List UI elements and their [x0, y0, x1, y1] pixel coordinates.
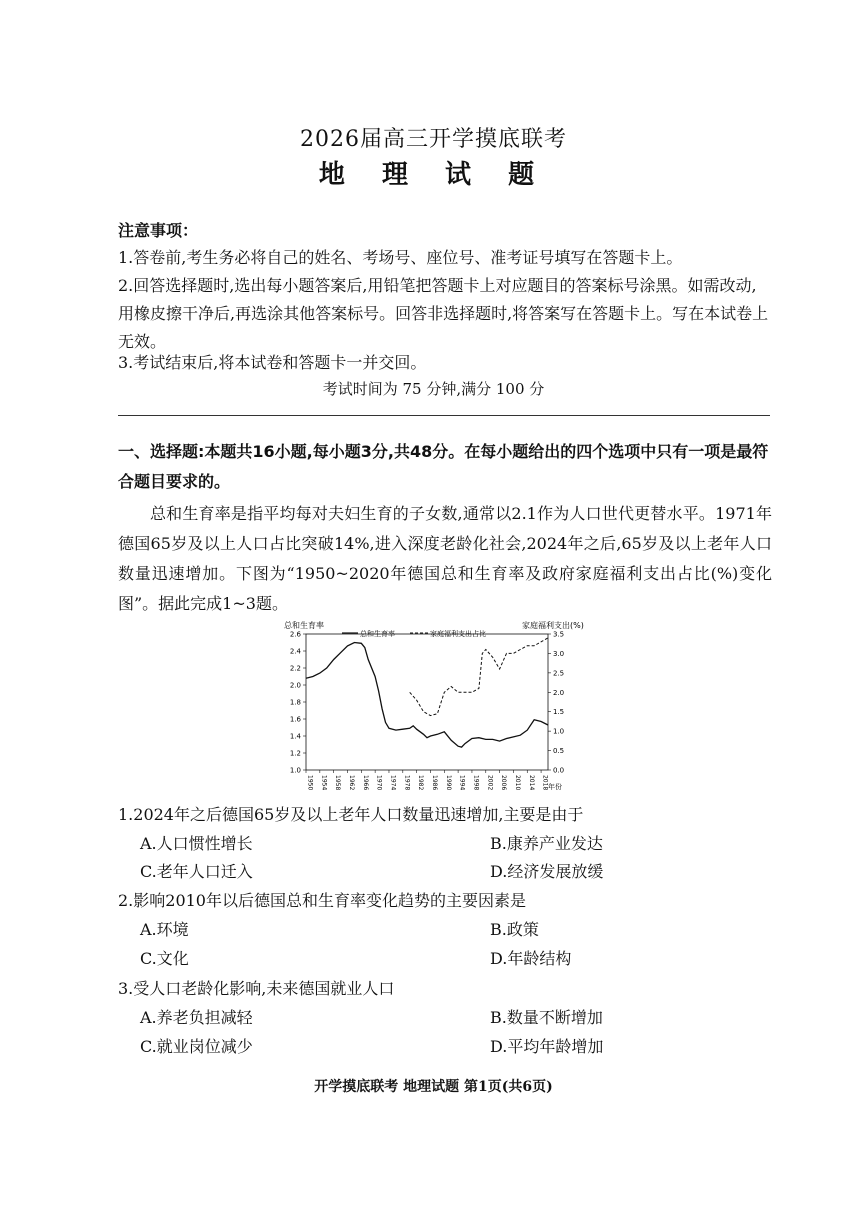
- legend-fertility: 总和生育率: [360, 630, 395, 638]
- x-tick-label: 2018: [541, 775, 549, 791]
- left-tick-label: 2.0: [289, 681, 301, 690]
- question-2-stem: 2.影响2010年以后德国总和生育率变化趋势的主要因素是: [118, 891, 526, 910]
- question-intro: 总和生育率是指平均每对夫妇生育的子女数,通常以2.1作为人口世代更替水平。1971年德国65岁及以上人口占比突破14%,进入深度老龄化社会,2024年之后,65岁及以上老年人口数量迅速增加。下图为“1950~2020年德国总和生育率及政府家庭福利支出占比(%)变化图”。据此完成1~3题。: [118, 504, 772, 613]
- q3-option-d[interactable]: D.平均年龄增加: [490, 1037, 604, 1056]
- x-tick-label: 2002: [486, 775, 494, 791]
- x-axis-unit: 年份: [548, 783, 562, 791]
- q1-option-a[interactable]: A.人口惯性增长: [140, 834, 253, 853]
- q1-option-d[interactable]: D.经济发展放缓: [490, 862, 604, 881]
- q3-option-b[interactable]: B.数量不断增加: [490, 1008, 603, 1027]
- right-tick-label: 0.0: [553, 766, 565, 775]
- chart-legend: [342, 629, 486, 638]
- notice-item-1: 1.答卷前,考生务必将自己的姓名、考场号、座位号、准考证号填写在答题卡上。: [118, 248, 683, 267]
- subject-title: 地 理 试 题: [318, 160, 549, 190]
- x-tick-label: 1966: [361, 775, 369, 791]
- x-tick-label: 1954: [320, 775, 328, 791]
- page-footer: 开学摸底联考 地理试题 第1页(共6页): [314, 1079, 553, 1095]
- exam-title: 2026届高三开学摸底联考: [300, 127, 567, 152]
- q1-option-c[interactable]: C.老年人口迁入: [140, 862, 253, 881]
- x-tick-label: 1974: [389, 775, 397, 791]
- q2-option-c[interactable]: C.文化: [140, 949, 189, 968]
- x-tick-label: 1978: [403, 775, 411, 791]
- fertility-welfare-chart: [270, 618, 600, 798]
- x-tick-label: 1982: [417, 775, 425, 791]
- x-tick-label: 1990: [444, 775, 452, 791]
- question-3-stem: 3.受人口老龄化影响,未来德国就业人口: [118, 979, 395, 998]
- right-tick-label: 0.5: [553, 747, 565, 756]
- x-tick-label: 1962: [347, 775, 355, 791]
- q2-option-a[interactable]: A.环境: [140, 920, 189, 939]
- notice-item-2: 2.回答选择题时,选出每小题答案后,用铅笔把答题卡上对应题目的答案标号涂黑。如需改动,用橡皮擦干净后,再选涂其他答案标号。回答非选择题时,将答案写在答题卡上。写在本试卷上无效。: [118, 276, 769, 351]
- question-1-stem: 1.2024年之后德国65岁及以上老年人口数量迅速增加,主要是由于: [118, 805, 584, 824]
- q2-option-d[interactable]: D.年龄结构: [490, 949, 572, 968]
- q3-option-a[interactable]: A.养老负担减轻: [140, 1008, 253, 1027]
- divider: [118, 415, 770, 416]
- right-axis-label: 家庭福利支出(%): [522, 621, 584, 630]
- plot-frame: [306, 634, 548, 770]
- exam-time-info: 考试时间为 75 分钟,满分 100 分: [322, 380, 545, 398]
- x-tick-label: 1994: [458, 775, 466, 791]
- fertility-rate-line: [306, 643, 548, 748]
- right-tick-label: 2.5: [553, 669, 565, 678]
- legend-welfare: 家庭福利支出占比: [430, 630, 486, 638]
- right-tick-label: 1.5: [553, 708, 565, 717]
- section-heading: 一、选择题:本题共16小题,每小题3分,共48分。在每小题给出的四个选项中只有一项是最符合题目要求的。: [118, 442, 769, 491]
- left-tick-label: 1.2: [289, 749, 301, 758]
- x-tick-label: 2006: [500, 775, 508, 791]
- left-tick-label: 1.0: [289, 766, 301, 775]
- x-tick-label: 1998: [472, 775, 480, 791]
- x-tick-label: 1950: [306, 775, 314, 791]
- left-tick-label: 2.2: [289, 664, 301, 673]
- left-tick-label: 1.8: [289, 698, 301, 707]
- x-tick-label: 1986: [430, 775, 438, 791]
- left-tick-label: 2.6: [289, 630, 301, 639]
- left-axis-label: 总和生育率: [284, 621, 324, 630]
- x-tick-label: 1958: [334, 775, 342, 791]
- right-tick-label: 1.0: [553, 727, 565, 736]
- left-tick-label: 2.4: [289, 647, 301, 656]
- right-tick-label: 2.0: [553, 688, 565, 697]
- x-tick-label: 2014: [527, 775, 535, 791]
- q3-option-c[interactable]: C.就业岗位减少: [140, 1037, 253, 1056]
- welfare-spending-line: [410, 638, 548, 716]
- q2-option-b[interactable]: B.政策: [490, 920, 539, 939]
- right-tick-label: 3.5: [553, 630, 565, 639]
- x-tick-label: 2010: [513, 775, 521, 791]
- right-tick-label: 3.0: [553, 649, 565, 658]
- x-tick-label: 1970: [375, 775, 383, 791]
- left-tick-label: 1.4: [289, 732, 301, 741]
- notice-heading: 注意事项：: [118, 221, 199, 240]
- notice-item-3: 3.考试结束后,将本试卷和答题卡一并交回。: [118, 353, 427, 372]
- left-tick-label: 1.6: [289, 715, 301, 724]
- q1-option-b[interactable]: B.康养产业发达: [490, 834, 603, 853]
